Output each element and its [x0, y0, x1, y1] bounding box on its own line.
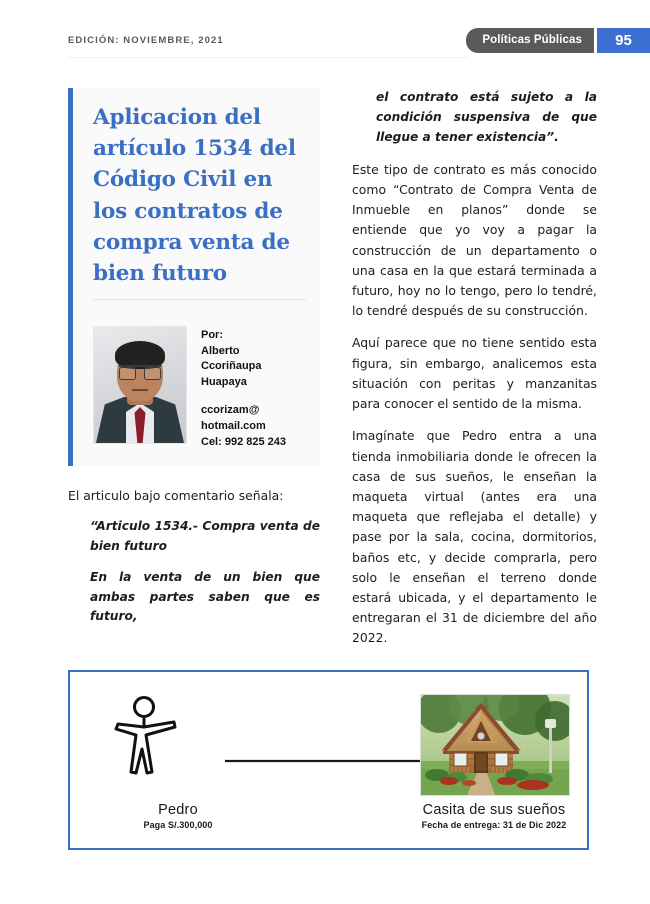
- avatar: [93, 326, 187, 444]
- left-caption-subtitle: Paga S/.300,000: [143, 820, 213, 830]
- author-contact-block: [201, 403, 286, 450]
- author-details: [201, 326, 286, 450]
- body-paragraph-2: Aquí parece que no tiene sentido esta figura, sin embargo, analicemos esta situación con peritas y manzanitas para conocer el sentido de la misma.: [352, 335, 597, 412]
- dream-house-photo: [420, 694, 570, 796]
- author-phone: Cel: 992 825 243: [201, 435, 287, 448]
- page-title: Aplicacion del artículo 1534 del Código Civil en los contratos de compra venta de bien futuro: [93, 105, 296, 286]
- author-name-line-3: Huapaya: [201, 375, 247, 388]
- avatar-mouth: [132, 389, 148, 391]
- body-paragraph-1: Este tipo de contrato es más conocido como “Contrato de Compra Venta de Inmueble en planos” donde se entiende que yo voy a pagar la construcción de un departamento o una casa en la que estará terminada a futuro, hoy no lo tengo, pero lo tendré, lo tendré después de su construcción.: [352, 161, 597, 319]
- law-quote-continuation: el contrato está sujeto a la condición suspensiva de que llegue a tener existencia”.: [376, 90, 597, 144]
- right-caption-title: Casita de sus sueños: [422, 802, 566, 818]
- author-email-line-2: hotmail.com: [201, 420, 266, 433]
- author-email-line-1: ccorizam@: [201, 404, 260, 417]
- stick-figure-icon: [112, 694, 184, 794]
- left-caption: [88, 802, 268, 830]
- right-caption-subtitle: Fecha de entrega: 31 de Dic 2022: [421, 820, 567, 830]
- author-name-line-2: Ccoriñaupa: [201, 360, 262, 373]
- illustration-box: [68, 670, 589, 850]
- body-paragraph-3: Imagínate que Pedro entra a una tienda inmobiliaria donde le ofrecen la casa de sus sueños, le enseñan la maqueta virtual (antes era una maqueta que reflejaba el detalle) y pase por la sala, cocina, dormitorios, baños etc, y decide comprarla, pero solo le enseñan el terreno donde estará ubicada, y el departamento le entregaran el 31 de diciembre del año 2022.: [352, 428, 597, 646]
- law-quote-paragraph-1: “Articulo 1534.- Compra venta de bien futuro: [90, 519, 320, 554]
- page-number-badge: 95: [597, 28, 650, 53]
- left-caption-title: Pedro: [158, 802, 198, 818]
- glasses-icon: [119, 365, 161, 379]
- right-column: [352, 88, 597, 661]
- left-column-body: [68, 486, 320, 627]
- page-header: [0, 28, 650, 62]
- right-caption: [406, 802, 582, 830]
- section-badge: Políticas Públicas: [466, 28, 594, 53]
- title-divider: [93, 299, 306, 300]
- author-by-label: Por:: [201, 329, 223, 342]
- intro-paragraph: El articulo bajo comentario señala:: [68, 488, 284, 504]
- author-card: [68, 312, 320, 466]
- left-column: [68, 88, 320, 638]
- author-name-line-1: Alberto: [201, 344, 240, 357]
- law-quote-paragraph-2: En la venta de un bien que ambas partes saben que es futuro,: [90, 569, 320, 624]
- author-name-block: [201, 328, 286, 390]
- article-title-card: [68, 88, 320, 312]
- edition-label: EDICIÓN: NOVIEMBRE, 2021: [68, 35, 224, 46]
- header-divider: [68, 57, 468, 58]
